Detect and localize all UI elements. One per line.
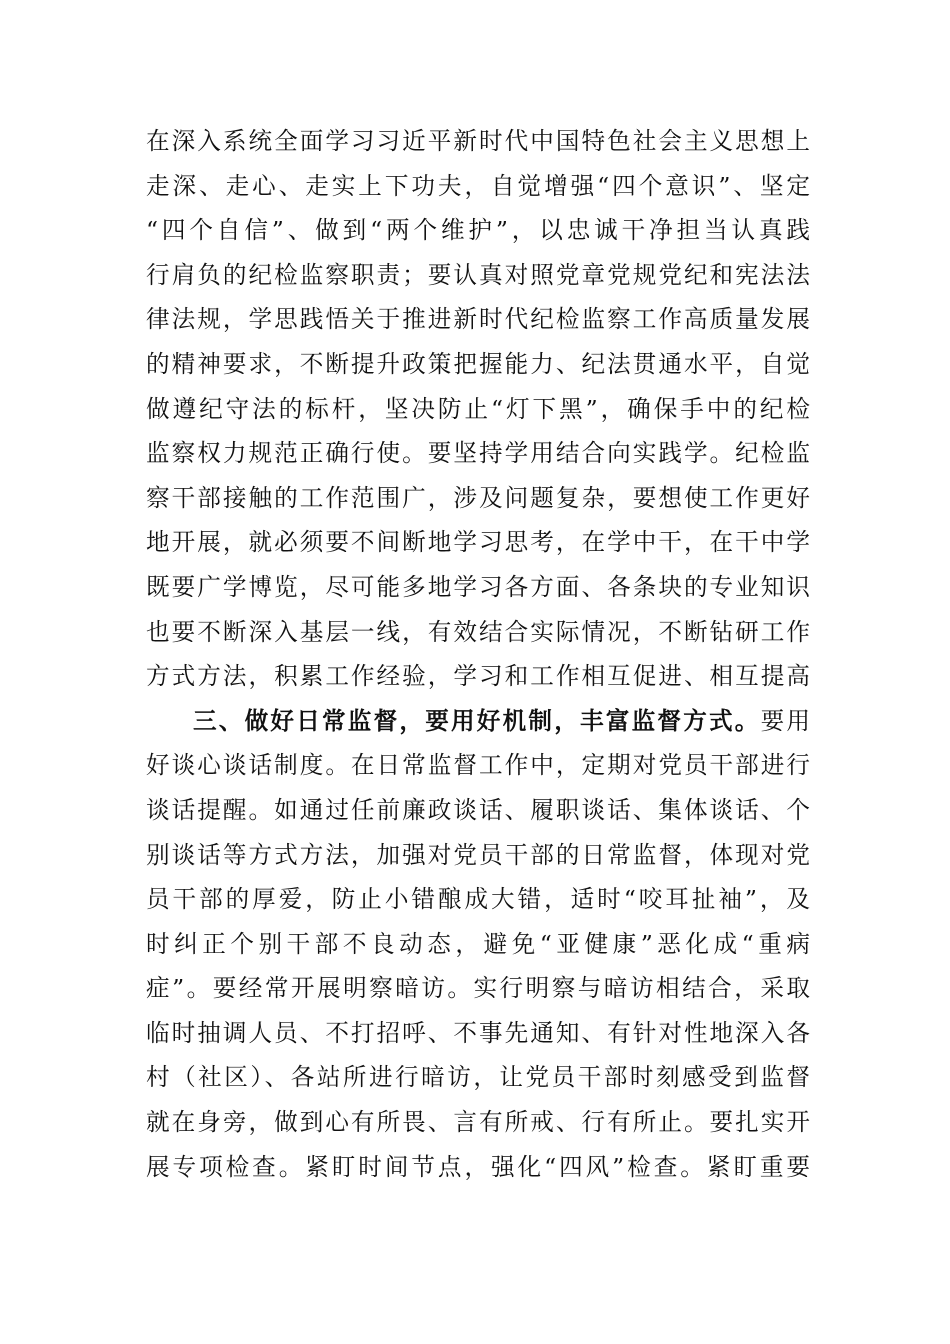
text-line: 谈话提醒。如通过任前廉政谈话、履职谈话、集体谈话、个 (146, 795, 810, 824)
section-3-heading-tail: 要用 (760, 706, 811, 735)
text-line: 症”。要经常开展明察暗访。实行明察与暗访相结合，采取 (146, 974, 810, 1003)
text-line: 员干部的厚爱，防止小错酿成大错，适时“咬耳扯袖”，及 (146, 885, 810, 914)
text-line: 也要不断深入基层一线，有效结合实际情况，不断钻研工作 (146, 617, 810, 646)
text-line: 做遵纪守法的标杆，坚决防止“灯下黑”，确保手中的纪检 (146, 394, 810, 423)
text-line: “四个自信”、做到“两个维护”，以忠诚干净担当认真践 (146, 216, 810, 245)
text-line: 察干部接触的工作范围广，涉及问题复杂，要想使工作更好 (146, 483, 810, 512)
text-line: 村（社区）、各站所进行暗访，让党员干部时刻感受到监督 (146, 1063, 810, 1092)
section-3-heading: 三、做好日常监督，要用好机制，丰富监督方式。 (193, 706, 761, 735)
text-line: 好谈心谈话制度。在日常监督工作中，定期对党员干部进行 (146, 751, 810, 780)
text-line: 在深入系统全面学习习近平新时代中国特色社会主义思想上 (146, 127, 810, 155)
text-line: 的精神要求，不断提升政策把握能力、纪法贯通水平，自觉 (146, 349, 810, 378)
text-line: 地开展，就必须要不间断地学习思考，在学中干，在干中学 (146, 528, 810, 557)
body-text (146, 119, 810, 1189)
text-line: 就在身旁，做到心有所畏、言有所戒、行有所止。要扎实开 (146, 1108, 810, 1137)
text-line: 监察权力规范正确行使。要坚持学用结合向实践学。纪检监 (146, 439, 810, 468)
text-line: 方式方法，积累工作经验，学习和工作相互促进、相互提高 (146, 662, 810, 691)
section-3-heading-line (146, 699, 810, 744)
text-line: 展专项检查。紧盯时间节点，强化“四风”检查。紧盯重要 (146, 1152, 810, 1181)
text-line: 律法规，学思践悟关于推进新时代纪检监察工作高质量发展 (146, 305, 810, 334)
text-line: 行肩负的纪检监察职责；要认真对照党章党规党纪和宪法法 (146, 260, 810, 289)
text-line: 临时抽调人员、不打招呼、不事先通知、有针对性地深入各 (146, 1018, 810, 1047)
text-line: 时纠正个别干部不良动态，避免“亚健康”恶化成“重病 (146, 929, 810, 958)
text-line: 既要广学博览，尽可能多地学习各方面、各条块的专业知识 (146, 572, 810, 601)
text-line: 走深、走心、走实上下功夫，自觉增强“四个意识”、坚定 (146, 171, 810, 200)
text-line: 别谈话等方式方法，加强对党员干部的日常监督，体现对党 (146, 840, 810, 869)
